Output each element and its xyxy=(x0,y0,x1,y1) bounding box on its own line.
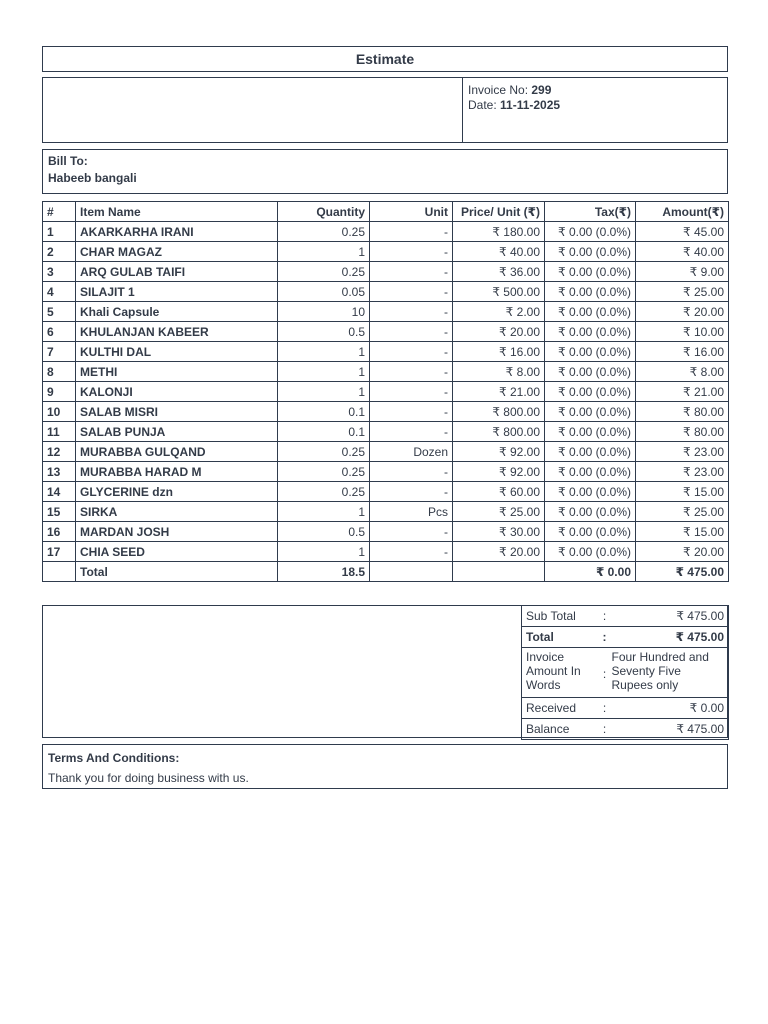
item-price: ₹ 40.00 xyxy=(453,242,545,262)
item-price: ₹ 2.00 xyxy=(453,302,545,322)
balance-colon: : xyxy=(600,719,610,740)
item-amount: ₹ 15.00 xyxy=(636,522,729,542)
item-name: CHIA SEED xyxy=(76,542,278,562)
invoice-meta xyxy=(468,83,560,113)
item-price: ₹ 800.00 xyxy=(453,422,545,442)
item-amount: ₹ 16.00 xyxy=(636,342,729,362)
item-unit: - xyxy=(370,362,453,382)
item-unit: - xyxy=(370,282,453,302)
table-row xyxy=(43,542,729,562)
table-row xyxy=(43,502,729,522)
table-row xyxy=(43,302,729,322)
item-name: KULTHI DAL xyxy=(76,342,278,362)
item-tax: ₹ 0.00 (0.0%) xyxy=(545,322,636,342)
table-row xyxy=(43,442,729,462)
item-price: ₹ 92.00 xyxy=(453,462,545,482)
item-tax: ₹ 0.00 (0.0%) xyxy=(545,362,636,382)
item-amount: ₹ 9.00 xyxy=(636,262,729,282)
table-row xyxy=(43,342,729,362)
item-amount: ₹ 45.00 xyxy=(636,222,729,242)
item-quantity: 1 xyxy=(278,362,370,382)
item-quantity: 0.25 xyxy=(278,482,370,502)
invoice-date-label: Date: xyxy=(468,98,501,112)
table-row xyxy=(43,322,729,342)
item-name: SALAB MISRI xyxy=(76,402,278,422)
bill-to-label: Bill To: xyxy=(48,154,88,168)
terms-label: Terms And Conditions: xyxy=(48,751,180,765)
table-row xyxy=(43,402,729,422)
item-price: ₹ 30.00 xyxy=(453,522,545,542)
amount-in-words-value: Four Hundred and Seventy Five Rupees only xyxy=(610,648,729,698)
summary-box xyxy=(42,605,728,738)
row-index: 7 xyxy=(43,342,76,362)
item-quantity: 1 xyxy=(278,382,370,402)
invoice-date: 11-11-2025 xyxy=(500,98,561,112)
row-index: 6 xyxy=(43,322,76,342)
item-tax: ₹ 0.00 (0.0%) xyxy=(545,342,636,362)
amount-in-words-label: Invoice Amount In Words xyxy=(522,648,600,698)
item-price: ₹ 21.00 xyxy=(453,382,545,402)
table-row xyxy=(43,422,729,442)
item-quantity: 1 xyxy=(278,502,370,522)
item-name: MURABBA GULQAND xyxy=(76,442,278,462)
item-amount: ₹ 20.00 xyxy=(636,302,729,322)
item-quantity: 0.25 xyxy=(278,222,370,242)
item-amount: ₹ 25.00 xyxy=(636,282,729,302)
item-unit: Pcs xyxy=(370,502,453,522)
sub-total-value: ₹ 475.00 xyxy=(610,606,729,627)
item-quantity: 0.5 xyxy=(278,322,370,342)
item-amount: ₹ 23.00 xyxy=(636,462,729,482)
item-unit: - xyxy=(370,242,453,262)
row-index: 11 xyxy=(43,422,76,442)
item-amount: ₹ 21.00 xyxy=(636,382,729,402)
col-header-tax: Tax(₹) xyxy=(545,202,636,222)
item-amount: ₹ 25.00 xyxy=(636,502,729,522)
item-name: GLYCERINE dzn xyxy=(76,482,278,502)
item-amount: ₹ 40.00 xyxy=(636,242,729,262)
total-price-cell xyxy=(453,562,545,582)
total-tax: ₹ 0.00 xyxy=(545,562,636,582)
item-unit: - xyxy=(370,402,453,422)
total-row xyxy=(522,627,729,648)
col-header-amount: Amount(₹) xyxy=(636,202,729,222)
item-tax: ₹ 0.00 (0.0%) xyxy=(545,302,636,322)
item-quantity: 0.05 xyxy=(278,282,370,302)
summary-table xyxy=(521,605,729,740)
received-label: Received xyxy=(522,698,600,719)
item-price: ₹ 20.00 xyxy=(453,322,545,342)
sub-total-row xyxy=(522,606,729,627)
bill-to-box xyxy=(42,149,728,194)
received-value: ₹ 0.00 xyxy=(610,698,729,719)
invoice-number: 299 xyxy=(531,83,552,97)
item-name: SALAB PUNJA xyxy=(76,422,278,442)
col-header-item-name: Item Name xyxy=(76,202,278,222)
received-row xyxy=(522,698,729,719)
document-title: Estimate xyxy=(42,46,728,72)
row-index: 8 xyxy=(43,362,76,382)
table-row xyxy=(43,262,729,282)
item-unit: - xyxy=(370,542,453,562)
item-amount: ₹ 8.00 xyxy=(636,362,729,382)
item-unit: - xyxy=(370,382,453,402)
summary-total-colon: : xyxy=(600,627,610,648)
item-name: SIRKA xyxy=(76,502,278,522)
item-price: ₹ 500.00 xyxy=(453,282,545,302)
item-name: SILAJIT 1 xyxy=(76,282,278,302)
item-tax: ₹ 0.00 (0.0%) xyxy=(545,242,636,262)
item-price: ₹ 180.00 xyxy=(453,222,545,242)
item-amount: ₹ 80.00 xyxy=(636,422,729,442)
item-quantity: 0.1 xyxy=(278,422,370,442)
item-tax: ₹ 0.00 (0.0%) xyxy=(545,442,636,462)
item-price: ₹ 60.00 xyxy=(453,482,545,502)
item-quantity: 0.25 xyxy=(278,262,370,282)
received-colon: : xyxy=(600,698,610,719)
item-price: ₹ 20.00 xyxy=(453,542,545,562)
item-tax: ₹ 0.00 (0.0%) xyxy=(545,282,636,302)
item-name: MURABBA HARAD M xyxy=(76,462,278,482)
item-unit: - xyxy=(370,222,453,242)
item-amount: ₹ 80.00 xyxy=(636,402,729,422)
total-quantity: 18.5 xyxy=(278,562,370,582)
col-header-quantity: Quantity xyxy=(278,202,370,222)
row-index: 2 xyxy=(43,242,76,262)
item-unit: Dozen xyxy=(370,442,453,462)
item-unit: - xyxy=(370,522,453,542)
item-name: KALONJI xyxy=(76,382,278,402)
row-index: 12 xyxy=(43,442,76,462)
balance-row xyxy=(522,719,729,740)
row-index: 3 xyxy=(43,262,76,282)
item-name: AKARKARHA IRANI xyxy=(76,222,278,242)
row-index: 9 xyxy=(43,382,76,402)
item-unit: - xyxy=(370,422,453,442)
row-index: 16 xyxy=(43,522,76,542)
item-tax: ₹ 0.00 (0.0%) xyxy=(545,402,636,422)
item-price: ₹ 800.00 xyxy=(453,402,545,422)
table-total-row xyxy=(43,562,729,582)
item-quantity: 0.25 xyxy=(278,462,370,482)
table-row xyxy=(43,482,729,502)
amount-in-words-colon: : xyxy=(600,648,610,698)
table-row xyxy=(43,362,729,382)
col-header-index: # xyxy=(43,202,76,222)
item-unit: - xyxy=(370,302,453,322)
item-quantity: 10 xyxy=(278,302,370,322)
row-index: 10 xyxy=(43,402,76,422)
item-quantity: 1 xyxy=(278,342,370,362)
item-unit: - xyxy=(370,262,453,282)
item-price: ₹ 36.00 xyxy=(453,262,545,282)
item-tax: ₹ 0.00 (0.0%) xyxy=(545,382,636,402)
item-amount: ₹ 20.00 xyxy=(636,542,729,562)
total-index-cell xyxy=(43,562,76,582)
item-quantity: 1 xyxy=(278,542,370,562)
item-unit: - xyxy=(370,342,453,362)
item-price: ₹ 92.00 xyxy=(453,442,545,462)
amount-in-words-row xyxy=(522,648,729,698)
item-rows xyxy=(43,222,729,562)
item-tax: ₹ 0.00 (0.0%) xyxy=(545,502,636,522)
item-unit: - xyxy=(370,462,453,482)
row-index: 15 xyxy=(43,502,76,522)
invoice-date-line xyxy=(468,98,560,113)
invoice-number-line xyxy=(468,83,560,98)
item-unit: - xyxy=(370,322,453,342)
invoice-info-box xyxy=(42,77,728,143)
total-label: Total xyxy=(76,562,278,582)
total-amount: ₹ 475.00 xyxy=(636,562,729,582)
table-row xyxy=(43,522,729,542)
row-index: 1 xyxy=(43,222,76,242)
row-index: 13 xyxy=(43,462,76,482)
terms-box xyxy=(42,744,728,789)
item-name: MARDAN JOSH xyxy=(76,522,278,542)
col-header-unit: Unit xyxy=(370,202,453,222)
item-tax: ₹ 0.00 (0.0%) xyxy=(545,462,636,482)
row-index: 14 xyxy=(43,482,76,502)
table-row xyxy=(43,462,729,482)
item-name: METHI xyxy=(76,362,278,382)
invoice-number-label: Invoice No: xyxy=(468,83,532,97)
terms-text: Thank you for doing business with us. xyxy=(48,771,249,785)
item-price: ₹ 25.00 xyxy=(453,502,545,522)
summary-total-label: Total xyxy=(522,627,600,648)
item-quantity: 0.25 xyxy=(278,442,370,462)
balance-label: Balance xyxy=(522,719,600,740)
row-index: 4 xyxy=(43,282,76,302)
table-row xyxy=(43,242,729,262)
item-name: ARQ GULAB TAIFI xyxy=(76,262,278,282)
item-price: ₹ 8.00 xyxy=(453,362,545,382)
sub-total-colon: : xyxy=(600,606,610,627)
row-index: 17 xyxy=(43,542,76,562)
item-quantity: 1 xyxy=(278,242,370,262)
row-index: 5 xyxy=(43,302,76,322)
col-header-price: Price/ Unit (₹) xyxy=(453,202,545,222)
item-unit: - xyxy=(370,482,453,502)
item-amount: ₹ 15.00 xyxy=(636,482,729,502)
item-quantity: 0.1 xyxy=(278,402,370,422)
summary-total-value: ₹ 475.00 xyxy=(610,627,729,648)
table-row xyxy=(43,282,729,302)
item-name: CHAR MAGAZ xyxy=(76,242,278,262)
item-amount: ₹ 23.00 xyxy=(636,442,729,462)
total-unit-cell xyxy=(370,562,453,582)
item-tax: ₹ 0.00 (0.0%) xyxy=(545,262,636,282)
info-divider xyxy=(462,78,463,142)
bill-to-name: Habeeb bangali xyxy=(48,171,137,185)
balance-value: ₹ 475.00 xyxy=(610,719,729,740)
item-amount: ₹ 10.00 xyxy=(636,322,729,342)
items-table xyxy=(42,201,729,582)
table-header-row xyxy=(43,202,729,222)
sub-total-label: Sub Total xyxy=(522,606,600,627)
item-name: Khali Capsule xyxy=(76,302,278,322)
item-tax: ₹ 0.00 (0.0%) xyxy=(545,222,636,242)
table-row xyxy=(43,382,729,402)
table-row xyxy=(43,222,729,242)
item-tax: ₹ 0.00 (0.0%) xyxy=(545,522,636,542)
item-tax: ₹ 0.00 (0.0%) xyxy=(545,542,636,562)
item-tax: ₹ 0.00 (0.0%) xyxy=(545,422,636,442)
item-tax: ₹ 0.00 (0.0%) xyxy=(545,482,636,502)
item-name: KHULANJAN KABEER xyxy=(76,322,278,342)
item-quantity: 0.5 xyxy=(278,522,370,542)
item-price: ₹ 16.00 xyxy=(453,342,545,362)
